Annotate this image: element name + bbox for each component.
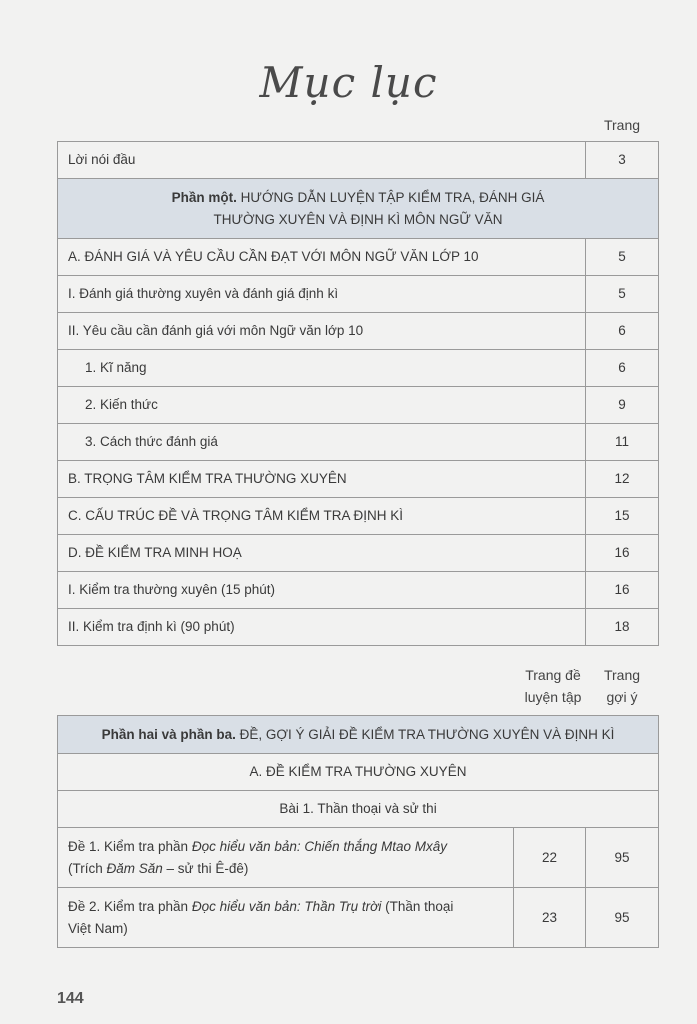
hint-header-line1: Trang — [603, 667, 641, 683]
practice-column-header — [514, 664, 592, 708]
toc-table-part1 — [57, 141, 659, 646]
toc-table-part23 — [57, 715, 659, 948]
toc-page: 12 — [586, 461, 659, 498]
toc-row — [58, 535, 659, 572]
toc-page: 16 — [586, 572, 659, 609]
item1-line2-a: (Trích — [68, 860, 107, 876]
item2-practice-page: 23 — [514, 888, 586, 948]
toc-label: 1. Kĩ năng — [58, 350, 586, 387]
toc-label: A. ĐÁNH GIÁ VÀ YÊU CẦU CẦN ĐẠT VỚI MÔN NGỮ VĂN LỚP 10 — [58, 239, 586, 276]
toc-row — [58, 350, 659, 387]
toc-row — [58, 313, 659, 350]
toc-row-item — [58, 828, 659, 888]
part1-line1: HƯỚNG DẪN LUYỆN TẬP KIỂM TRA, ĐÁNH GIÁ — [240, 189, 545, 205]
toc-row — [58, 424, 659, 461]
toc-label: Lời nói đầu — [58, 142, 586, 179]
toc-row-part23 — [58, 716, 659, 754]
toc-row-item — [58, 888, 659, 948]
toc-row — [58, 276, 659, 313]
practice-header-line2: luyện tập — [524, 689, 582, 705]
toc-label: II. Kiểm tra định kì (90 phút) — [58, 609, 586, 646]
toc-row — [58, 572, 659, 609]
toc-page: 9 — [586, 387, 659, 424]
item1-italic2: Đăm Săn — [106, 860, 163, 876]
toc-page: 5 — [586, 276, 659, 313]
toc-label: D. ĐỀ KIỂM TRA MINH HOẠ — [58, 535, 586, 572]
toc-row — [58, 387, 659, 424]
toc-row-part1 — [58, 179, 659, 239]
item2-line2: Việt Nam) — [68, 920, 128, 936]
toc-row-preface — [58, 142, 659, 179]
toc-label: I. Kiểm tra thường xuyên (15 phút) — [58, 572, 586, 609]
toc-label: II. Yêu cầu cần đánh giá với môn Ngữ văn lớp 10 — [58, 313, 586, 350]
item1-line2-b: – sử thi Ê-đê) — [162, 860, 249, 876]
item2-hint-page: 95 — [586, 888, 659, 948]
part23-bold: Phần hai và phần ba. — [101, 726, 236, 742]
toc-label: B. TRỌNG TÂM KIỂM TRA THƯỜNG XUYÊN — [58, 461, 586, 498]
item1-practice-page: 22 — [514, 828, 586, 888]
item1-italic1: Đọc hiểu văn bản: Chiến thắng Mtao Mxây — [191, 838, 447, 854]
toc-page: 16 — [586, 535, 659, 572]
item2-label — [58, 888, 514, 948]
item2-suffix: (Thần thoại — [381, 898, 454, 914]
toc-row — [58, 461, 659, 498]
lesson1-heading: Bài 1. Thần thoại và sử thi — [58, 791, 659, 828]
hint-column-header — [592, 664, 652, 708]
toc-page: 3 — [586, 142, 659, 179]
toc-label: I. Đánh giá thường xuyên và đánh giá định kì — [58, 276, 586, 313]
toc-page: 15 — [586, 498, 659, 535]
toc-label: 2. Kiến thức — [58, 387, 586, 424]
part1-bold: Phần một. — [171, 189, 237, 205]
practice-header-line1: Trang đề — [525, 667, 581, 683]
page-title: Mục lục — [259, 58, 438, 107]
toc-page: 11 — [586, 424, 659, 461]
toc-page: 6 — [586, 313, 659, 350]
part23-heading — [58, 716, 659, 754]
toc-row — [58, 498, 659, 535]
item2-prefix: Đề 2. Kiểm tra phần — [68, 898, 192, 914]
toc-row — [58, 609, 659, 646]
item1-prefix: Đề 1. Kiểm tra phần — [68, 838, 192, 854]
section-a-heading: A. ĐỀ KIỂM TRA THƯỜNG XUYÊN — [58, 754, 659, 791]
item2-italic1: Đọc hiểu văn bản: Thần Trụ trời — [191, 898, 382, 914]
toc-row — [58, 239, 659, 276]
toc-page: 5 — [586, 239, 659, 276]
page-column-header: Trang — [603, 117, 641, 133]
part23-text: ĐỀ, GỢI Ý GIẢI ĐỀ KIỂM TRA THƯỜNG XUYÊN VÀ ĐỊNH KÌ — [239, 726, 615, 742]
toc-label: C. CẤU TRÚC ĐỀ VÀ TRỌNG TÂM KIỂM TRA ĐỊNH KÌ — [58, 498, 586, 535]
toc-row-section-a — [58, 754, 659, 791]
toc-row-lesson — [58, 791, 659, 828]
item1-label — [58, 828, 514, 888]
toc-page: 18 — [586, 609, 659, 646]
toc-label: 3. Cách thức đánh giá — [58, 424, 586, 461]
toc-page: 6 — [586, 350, 659, 387]
part1-heading — [58, 179, 659, 239]
page-number: 144 — [57, 990, 84, 1007]
part1-line2: THƯỜNG XUYÊN VÀ ĐỊNH KÌ MÔN NGỮ VĂN — [213, 211, 503, 227]
hint-header-line2: gợi ý — [606, 689, 638, 705]
item1-hint-page: 95 — [586, 828, 659, 888]
